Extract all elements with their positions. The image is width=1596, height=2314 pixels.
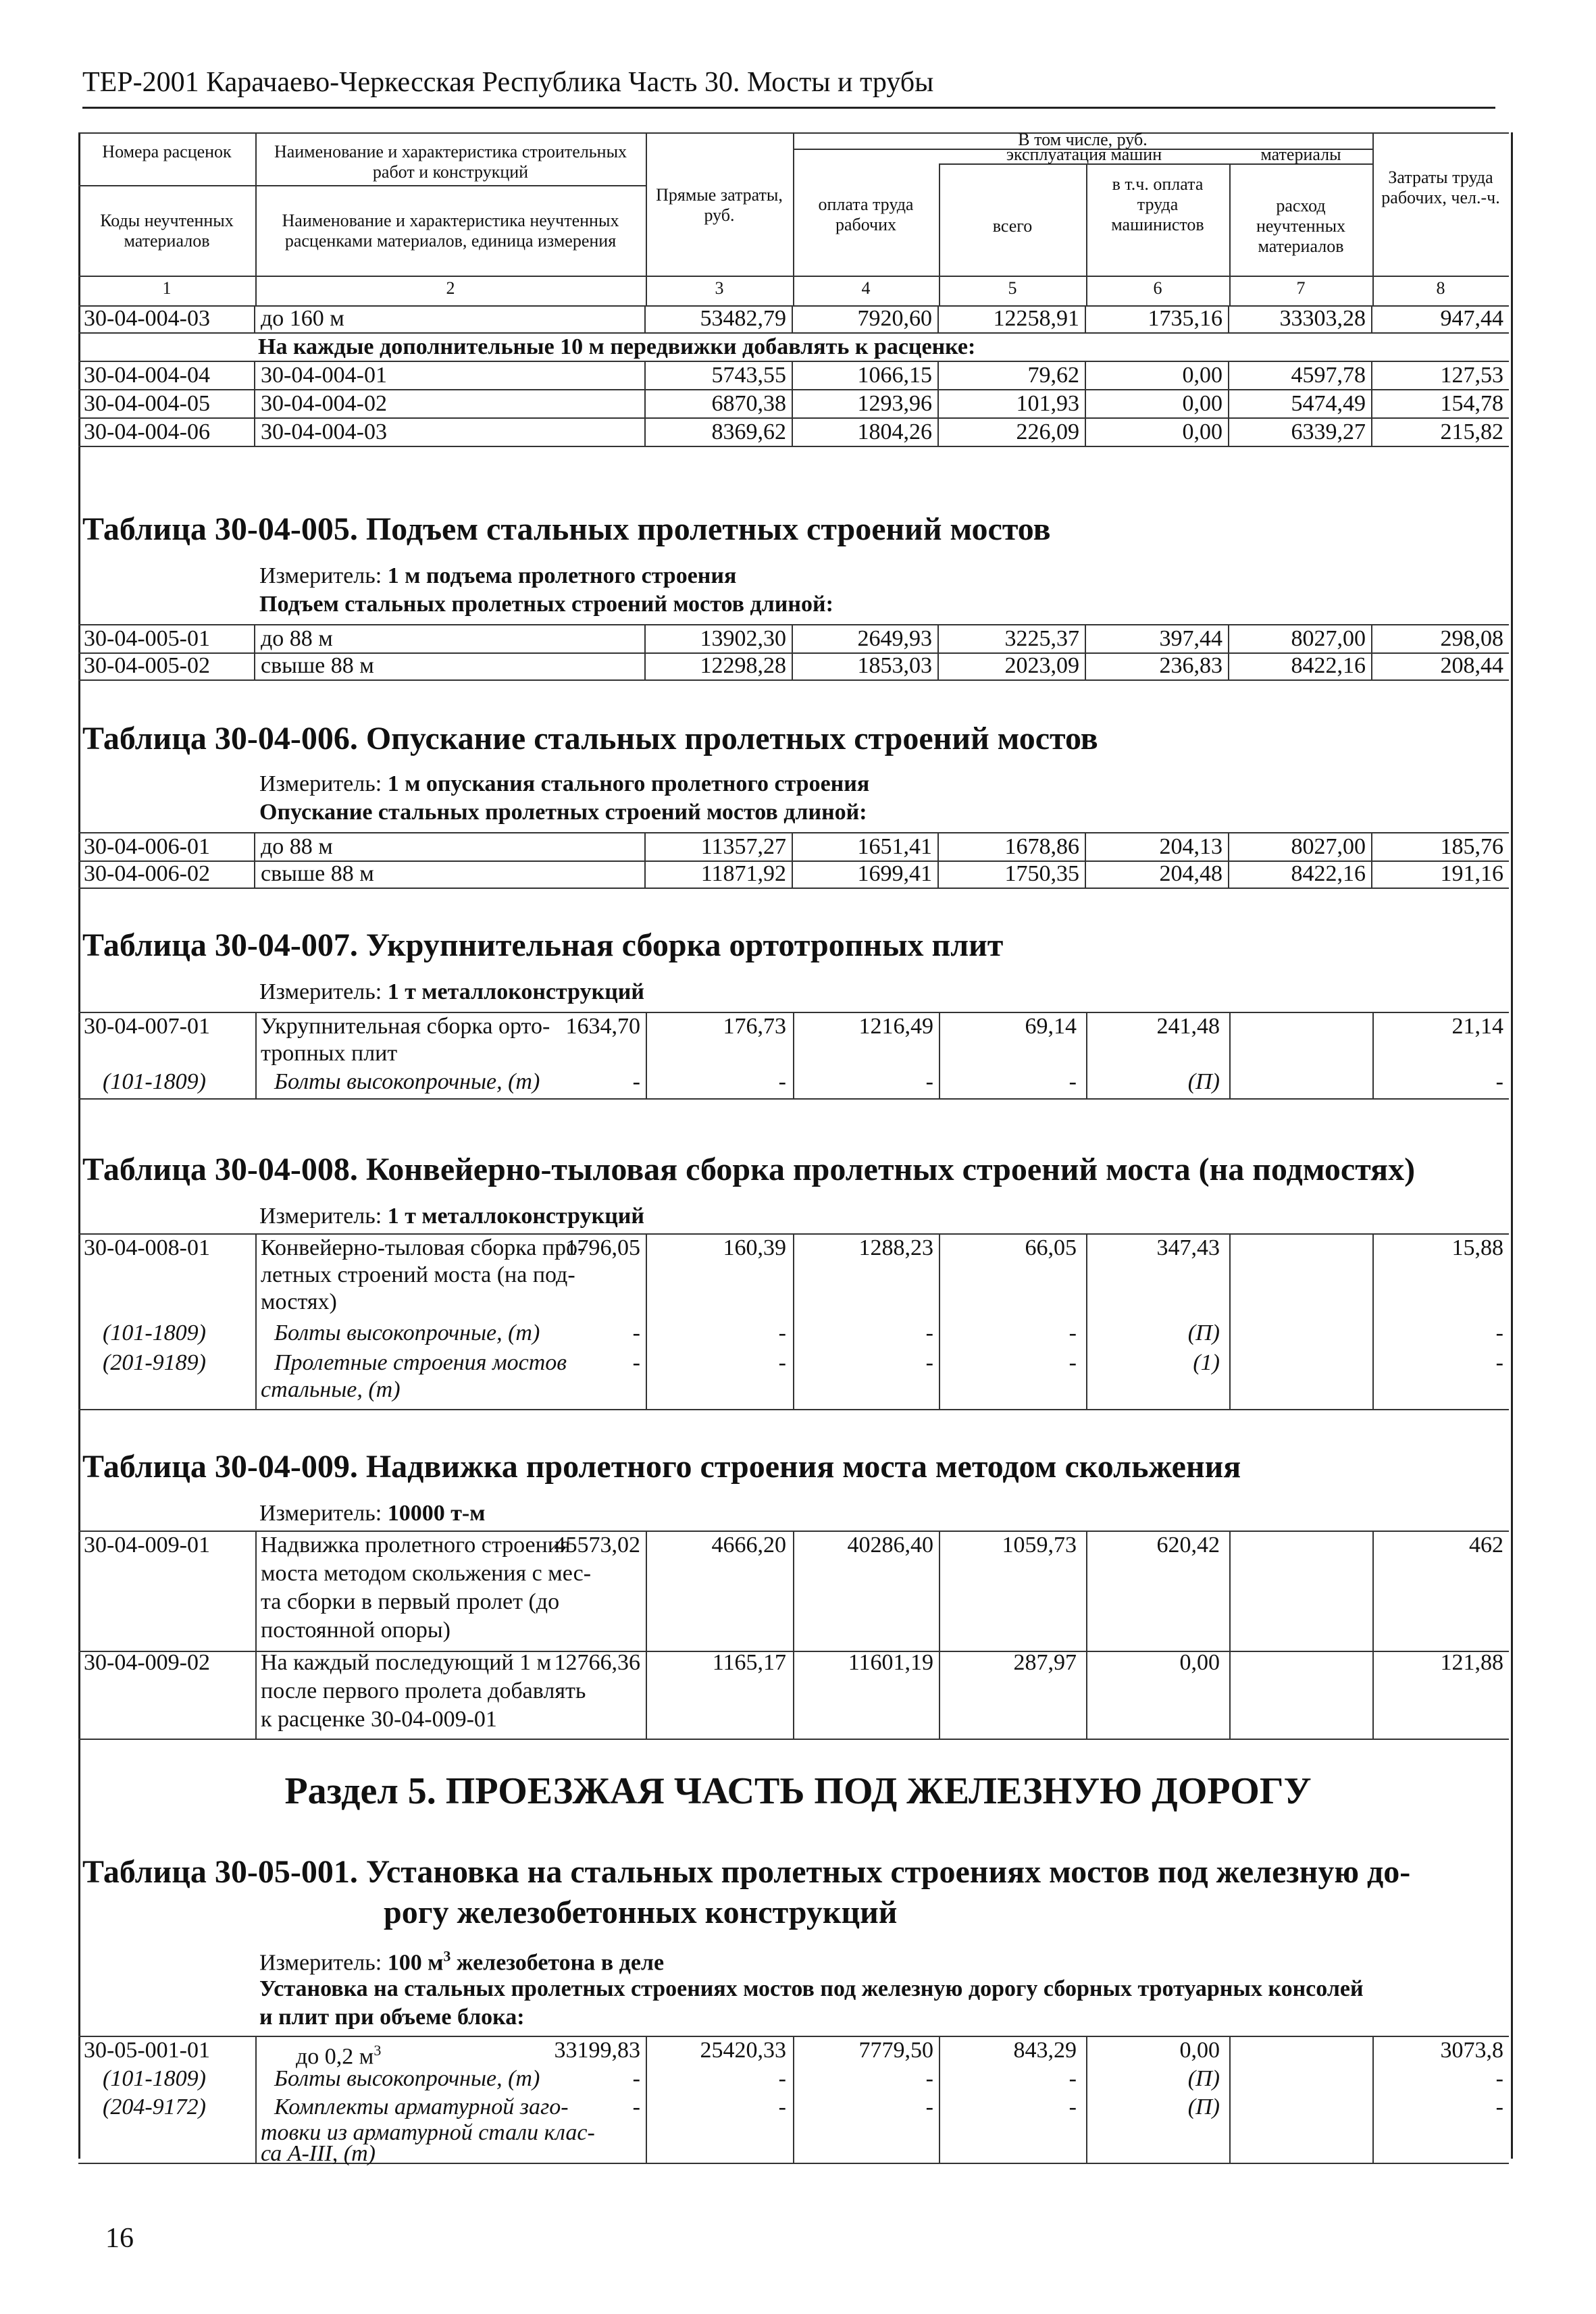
table-cell: 1293,96	[793, 390, 939, 417]
table-cell: 66,05	[1025, 1235, 1077, 1260]
table-cell: 160,39	[723, 1235, 786, 1260]
table-cell: 843,29	[1013, 2038, 1077, 2063]
num-1: 1	[162, 278, 172, 298]
col4-head: оплата труда рабочих	[818, 195, 914, 234]
table-cell: стальные, (т)	[261, 1377, 401, 1402]
table-cell: 30-04-004-06	[78, 419, 255, 446]
table-cell: -	[778, 1320, 786, 1345]
col7-head: расход неучтенных материалов	[1256, 196, 1346, 256]
table-cell: 30-04-004-03	[78, 305, 255, 332]
table-cell: 30-04-009-01	[84, 1533, 210, 1558]
table-cell: -	[925, 1069, 933, 1094]
table-cell: 1796,05	[565, 1235, 640, 1260]
table-cell: (101-1809)	[103, 1320, 206, 1345]
table-title-501-line2: рогу железобетонных конструкций	[384, 1895, 898, 1930]
table-cell: -	[632, 2066, 640, 2091]
block-007	[78, 1012, 1509, 1100]
table-cell: 30-04-006-01	[78, 833, 255, 860]
table-cell: до 88 м	[255, 833, 646, 860]
table-cell: (204-9172)	[103, 2094, 206, 2119]
table-cell: 30-04-004-01	[255, 362, 646, 389]
table-row	[78, 624, 1509, 654]
table-cell: 204,48	[1086, 860, 1229, 888]
table-cell: 462	[1469, 1533, 1503, 1558]
meter-008: Измеритель: 1 т металлоконструкций	[259, 1204, 644, 1229]
table-cell: тропных плит	[261, 1041, 398, 1066]
table-cell: -	[1069, 1350, 1077, 1375]
table-cell: 3073,8	[1440, 2038, 1503, 2063]
table-cell: -	[1069, 2066, 1077, 2091]
table-cell: 15,88	[1451, 1235, 1503, 1260]
table-cell: 1288,23	[858, 1235, 933, 1260]
table-cell: 204,13	[1086, 833, 1229, 860]
table-cell: после первого пролета добавлять	[261, 1678, 586, 1703]
meter-501: Измеритель: 100 $м^3$ железобетона в деле	[259, 1948, 665, 1976]
table-row	[78, 419, 1509, 447]
table-cell: -	[632, 1320, 640, 1345]
col2-top: Наименование и характеристика строительных работ и конструкций	[274, 142, 627, 182]
table-cell: -	[1495, 1069, 1503, 1094]
table-cell: свыше 88 м	[255, 652, 646, 679]
table-cell: 5743,55	[646, 362, 793, 389]
table-title-005: Таблица 30-04-005. Подъем стальных пролетных строений мостов	[82, 511, 1051, 547]
table-cell: Пролетные строения мостов	[274, 1350, 567, 1375]
table-title-006: Таблица 30-04-006. Опускание стальных пролетных строений мостов	[82, 721, 1098, 756]
table-cell: 2649,93	[793, 625, 939, 652]
table-cell: Конвейерно-тыловая сборка про-	[261, 1235, 586, 1260]
section-title: Раздел 5. ПРОЕЗЖАЯ ЧАСТЬ ПОД ЖЕЛЕЗНУЮ ДОРОГУ	[284, 1770, 1312, 1812]
table-cell: 30-04-006-02	[78, 860, 255, 888]
table-cell: 11871,92	[646, 860, 793, 888]
table-cell: -	[1495, 1320, 1503, 1345]
col6-head: в т.ч. оплата труда машинистов	[1111, 174, 1204, 234]
table-cell: до 160 м	[255, 305, 646, 332]
table-cell: 185,76	[1440, 834, 1503, 859]
table-cell: Комплекты арматурной заго-	[274, 2094, 569, 2119]
table-cell: (201-9189)	[103, 1350, 206, 1375]
table-cell: -	[1495, 1350, 1503, 1375]
col2-bottom: Наименование и характеристика неучтенных расценками материалов, единица измерения	[282, 211, 619, 251]
table-cell: 7920,60	[793, 305, 939, 332]
table-cell: 298,08	[1440, 626, 1503, 651]
group-501-line1: Установка на стальных пролетных строениях мостов под железную дорогу сборных тротуарных консолей	[259, 1976, 1364, 2001]
table-cell: товки из арматурной стали клас-	[261, 2120, 595, 2145]
table-cell: -	[1495, 2066, 1503, 2091]
table-cell: 45573,02	[554, 1533, 640, 1558]
page-header: ТЕР-2001 Карачаево-Черкесская Республика Часть 30. Мосты и трубы	[82, 67, 934, 98]
table-cell: 8422,16	[1229, 860, 1372, 888]
table-cell: та сборки в первый пролет (до	[261, 1589, 560, 1614]
table-cell: 30-04-009-02	[84, 1650, 210, 1675]
table-cell: -	[632, 1069, 640, 1094]
table-cell: (П)	[1187, 1069, 1220, 1094]
table-cell: -	[925, 1350, 933, 1375]
table-cell: -	[632, 1350, 640, 1375]
table-cell: свыше 88 м	[255, 860, 646, 888]
table-cell: (П)	[1187, 1320, 1220, 1345]
num-4: 4	[861, 278, 871, 298]
table-cell: 241,48	[1156, 1014, 1220, 1039]
note-004: На каждые дополнительные 10 м передвижки добавлять к расценке:	[258, 334, 976, 359]
table-cell: 33303,28	[1229, 305, 1372, 332]
num-5: 5	[1008, 278, 1017, 298]
table-cell: 620,42	[1156, 1533, 1220, 1558]
table-cell: 25420,33	[700, 2038, 786, 2063]
block-009-02	[78, 1649, 1509, 1740]
table-cell: 30-05-001-01	[84, 2038, 210, 2063]
table-cell: 7779,50	[858, 2038, 933, 2063]
col3-head: Прямые затраты, руб.	[656, 185, 783, 225]
table-cell: 1699,41	[793, 860, 939, 888]
table-cell: (1)	[1193, 1350, 1220, 1375]
table-row	[78, 362, 1509, 390]
table-cell: 0,00	[1086, 390, 1229, 417]
table-cell: 1651,41	[793, 833, 939, 860]
table-cell: 236,83	[1086, 652, 1229, 679]
table-cell: 12766,36	[554, 1650, 640, 1675]
table-cell: 12258,91	[939, 305, 1086, 332]
table-cell: 8422,16	[1229, 652, 1372, 679]
col1-top: Номера расценок	[102, 142, 232, 161]
table-cell: 0,00	[1086, 419, 1229, 446]
table-title-009: Таблица 30-04-009. Надвижка пролетного строения моста методом скольжения	[82, 1449, 1241, 1485]
table-cell: 8027,00	[1229, 625, 1372, 652]
table-cell: -	[778, 1069, 786, 1094]
table-cell: 191,16	[1440, 861, 1503, 886]
group-005: Подъем стальных пролетных строений мостов длиной:	[259, 592, 833, 617]
table-row	[78, 390, 1509, 419]
table-cell: 947,44	[1440, 306, 1503, 331]
num-3: 3	[715, 278, 724, 298]
table-cell: 40286,40	[847, 1533, 933, 1558]
table-cell: Болты высокопрочные, (т)	[274, 1320, 540, 1345]
table-cell: (101-1809)	[103, 2066, 206, 2091]
table-cell: 6339,27	[1229, 419, 1372, 446]
table-cell: 287,97	[1013, 1650, 1077, 1675]
table-cell: 12298,28	[646, 652, 793, 679]
meter-007: Измеритель: 1 т металлоконструкций	[259, 979, 644, 1004]
num-6: 6	[1153, 278, 1162, 298]
block-008	[78, 1233, 1509, 1410]
block-501	[78, 2036, 1509, 2164]
table-cell: (101-1809)	[103, 1069, 206, 1094]
group-006: Опускание стальных пролетных строений мостов длиной:	[259, 800, 867, 825]
table-cell: 1216,49	[858, 1014, 933, 1039]
table-cell: 4666,20	[711, 1533, 786, 1558]
table-cell: 176,73	[723, 1014, 786, 1039]
num-7: 7	[1296, 278, 1306, 298]
table-cell: 30-04-007-01	[84, 1014, 210, 1039]
table-cell: 1804,26	[793, 419, 939, 446]
table-row	[78, 305, 1509, 334]
table-cell: 3225,37	[939, 625, 1086, 652]
num-8: 8	[1436, 278, 1445, 298]
table-cell: к расценке 30-04-009-01	[261, 1707, 497, 1732]
meter-006: Измеритель: 1 м опускания стального пролетного строения	[259, 771, 870, 796]
table-cell: -	[778, 1350, 786, 1375]
table-cell: 1735,16	[1086, 305, 1229, 332]
table-cell: 21,14	[1451, 1014, 1503, 1039]
col5-head: всего	[992, 216, 1033, 236]
table-cell: 30-04-008-01	[84, 1235, 210, 1260]
num-2: 2	[446, 278, 455, 298]
table-cell: 11601,19	[848, 1650, 933, 1675]
table-cell: 30-04-004-04	[78, 362, 255, 389]
table-cell: (П)	[1187, 2094, 1220, 2119]
table-row	[78, 652, 1509, 681]
table-cell: На каждый последующий 1 м	[261, 1650, 552, 1675]
table-cell: 0,00	[1086, 362, 1229, 389]
table-cell: 2023,09	[939, 652, 1086, 679]
group-head: В том числе, руб.	[1018, 130, 1148, 149]
table-title-007: Таблица 30-04-007. Укрупнительная сборка ортотропных плит	[82, 927, 1004, 963]
block-009-01	[78, 1531, 1509, 1652]
table-cell: 8027,00	[1229, 833, 1372, 860]
group-501-line2: и плит при объеме блока:	[259, 2005, 525, 2030]
table-cell: 30-04-005-02	[78, 652, 255, 679]
table-cell: -	[1495, 2094, 1503, 2119]
table-cell: 347,43	[1156, 1235, 1220, 1260]
table-cell: 8369,62	[646, 419, 793, 446]
table-cell: 4597,78	[1229, 362, 1372, 389]
table-cell: -	[1069, 1069, 1077, 1094]
table-cell: моста методом скольжения с мес-	[261, 1561, 592, 1586]
table-cell: 1634,70	[565, 1014, 640, 1039]
table-cell: 53482,79	[646, 305, 793, 332]
table-cell: 30-04-004-05	[78, 390, 255, 417]
table-cell: -	[632, 2094, 640, 2119]
table-cell: са А-III, (т)	[261, 2141, 376, 2166]
table-cell: 226,09	[939, 419, 1086, 446]
table-cell: мостях)	[261, 1289, 337, 1314]
table-cell: 30-04-004-02	[255, 390, 646, 417]
table-cell: -	[1069, 2094, 1077, 2119]
table-cell: -	[925, 2094, 933, 2119]
table-cell: 11357,27	[646, 833, 793, 860]
meter-009: Измеритель: 10000 т-м	[259, 1501, 486, 1526]
col1-bottom: Коды неучтенных материалов	[100, 211, 234, 251]
machines-head: эксплуатация машин	[1006, 145, 1162, 164]
table-cell: 121,88	[1440, 1650, 1503, 1675]
table-cell: Укрупнительная сборка орто-	[261, 1014, 550, 1039]
table-cell: 0,00	[1179, 2038, 1220, 2063]
table-cell: 101,93	[939, 390, 1086, 417]
table-row	[78, 832, 1509, 862]
col8-head: Затраты труда рабочих, чел.-ч.	[1381, 168, 1500, 207]
table-cell: 1059,73	[1002, 1533, 1077, 1558]
meter-005: Измеритель: 1 м подъема пролетного строения	[259, 563, 737, 588]
table-cell: постоянной опоры)	[261, 1618, 451, 1643]
header-rule	[82, 107, 1495, 109]
table-cell: 1750,35	[939, 860, 1086, 888]
table-cell: -	[778, 2066, 786, 2091]
table-cell: 79,62	[939, 362, 1086, 389]
table-cell: Надвижка пролетного строения	[261, 1533, 571, 1558]
table-cell: 1165,17	[712, 1650, 786, 1675]
table-cell: 30-04-005-01	[78, 625, 255, 652]
table-cell: до 88 м	[255, 625, 646, 652]
table-cell: 6870,38	[646, 390, 793, 417]
table-cell: 1853,03	[793, 652, 939, 679]
table-cell: 1678,86	[939, 833, 1086, 860]
table-cell: 0,00	[1179, 1650, 1220, 1675]
table-cell: 1066,15	[793, 362, 939, 389]
table-cell: 397,44	[1086, 625, 1229, 652]
table-cell: 127,53	[1440, 363, 1503, 388]
table-title-501-line1: Таблица 30-05-001. Установка на стальных пролетных строениях мостов под железную до-	[82, 1854, 1411, 1890]
page-number: 16	[105, 2223, 134, 2254]
table-cell: 154,78	[1440, 391, 1503, 416]
table-cell: -	[1069, 1320, 1077, 1345]
materials-head: материалы	[1260, 145, 1341, 164]
table-header	[78, 132, 1509, 307]
table-cell: 5474,49	[1229, 390, 1372, 417]
table-cell: -	[778, 2094, 786, 2119]
table-cell: 33199,83	[554, 2038, 640, 2063]
table-row	[78, 860, 1509, 889]
table-cell: до 0,2 $м^3$	[296, 2042, 382, 2069]
table-cell: -	[925, 2066, 933, 2091]
table-title-008: Таблица 30-04-008. Конвейерно-тыловая сборка пролетных строений моста (на подмостях)	[82, 1152, 1416, 1187]
table-cell: Болты высокопрочные, (т)	[274, 2066, 540, 2091]
table-cell: летных строений моста (на под-	[261, 1262, 575, 1287]
table-cell: 13902,30	[646, 625, 793, 652]
note-row	[78, 334, 1509, 362]
table-cell: -	[925, 1320, 933, 1345]
table-cell: 215,82	[1440, 419, 1503, 444]
table-cell: 69,14	[1025, 1014, 1077, 1039]
table-cell: 30-04-004-03	[255, 419, 646, 446]
table-cell: (П)	[1187, 2066, 1220, 2091]
table-cell: Болты высокопрочные, (т)	[274, 1069, 540, 1094]
table-cell: 208,44	[1440, 653, 1503, 678]
